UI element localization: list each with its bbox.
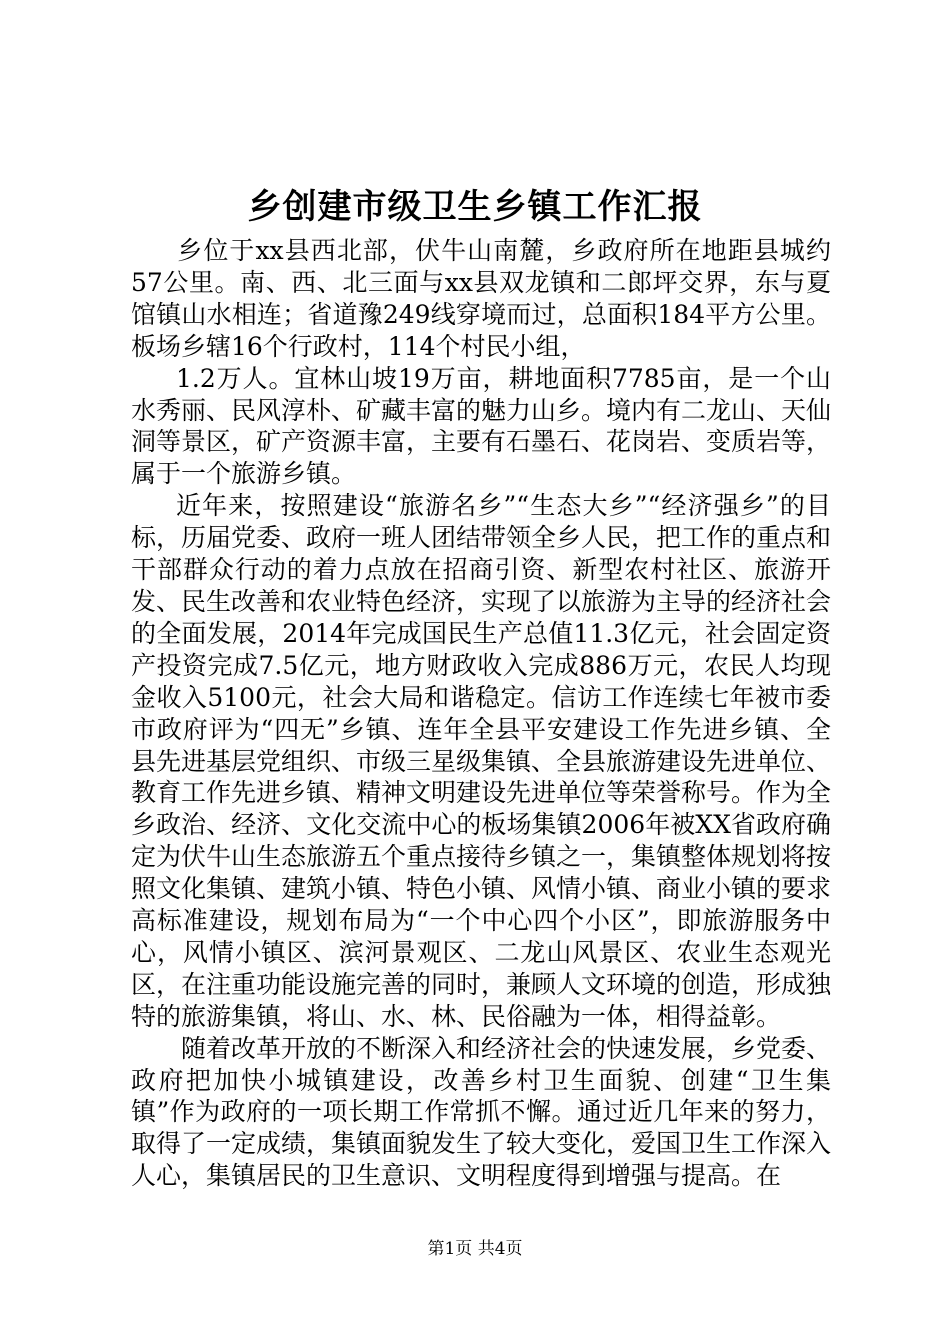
paragraph-sanitation: 随着改革开放的不断深入和经济社会的快速发展，乡党委、政府把加快小城镇建设，改善乡村卫生面貌、创建“卫生集镇”作为政府的一项长期工作常抓不懈。通过近几年来的努力，取得了一定成绩，集镇面貌发生了较大变化，爱国卫生工作深入人心，集镇居民的卫生意识、文明程度得到增强与提高。在 xyxy=(131,1033,832,1191)
paragraph-population: 1.2万人。宜林山坡19万亩，耕地面积7785亩，是一个山水秀丽、民风淳朴、矿藏丰富的魅力山乡。境内有二龙山、天仙洞等景区，矿产资源丰富，主要有石墨石、花岗岩、变质岩等，属于一个旅游乡镇。 xyxy=(131,363,832,489)
paragraph-location: 乡位于xx县西北部，伏牛山南麓，乡政府所在地距县城约57公里。南、西、北三面与xx县双龙镇和二郎坪交界，东与夏馆镇山水相连；省道豫249线穿境而过，总面积184平方公里。板场乡辖16个行政村，114个村民小组， xyxy=(131,236,831,361)
document-body xyxy=(131,235,831,1192)
paragraph-development: 近年来，按照建设“旅游名乡”“生态大乡”“经济强乡”的目标，历届党委、政府一班人团结带领全乡人民，把工作的重点和干部群众行动的着力点放在招商引资、新型农村社区、旅游开发、民生改善和农业特色经济，实现了以旅游为主导的经济社会的全面发展，2014年完成国民生产总值11.3亿元，社会固定资产投资完成7.5亿元，地方财政收入完成886万元，农民人均现金收入5100元，社会大局和谐稳定。信访工作连续七年被市委市政府评为“四无”乡镇、连年全县平安建设工作先进乡镇、全县先进基层党组织、市级三星级集镇、全县旅游建设先进单位、教育工作先进乡镇、精神文明建设先进单位等荣誉称号。作为全乡政治、经济、文化交流中心的板场集镇2006年被XX省政府确定为伏牛山生态旅游五个重点接待乡镇之一，集镇整体规划将按照文化集镇、建筑小镇、特色小镇、风情小镇、商业小镇的要求高标准建设，规划布局为“一个中心四个小区”，即旅游服务中心，风情小镇区、滨河景观区、二龙山风景区、农业生态观光区，在注重功能设施完善的同时，兼顾人文环境的创造，形成独特的旅游集镇，将山、水、林、民俗融为一体，相得益彰。 xyxy=(131,491,832,1031)
page-footer: 第1页 共4页 xyxy=(427,1239,523,1259)
document-title: 乡创建市级卫生乡镇工作汇报 xyxy=(247,187,703,227)
